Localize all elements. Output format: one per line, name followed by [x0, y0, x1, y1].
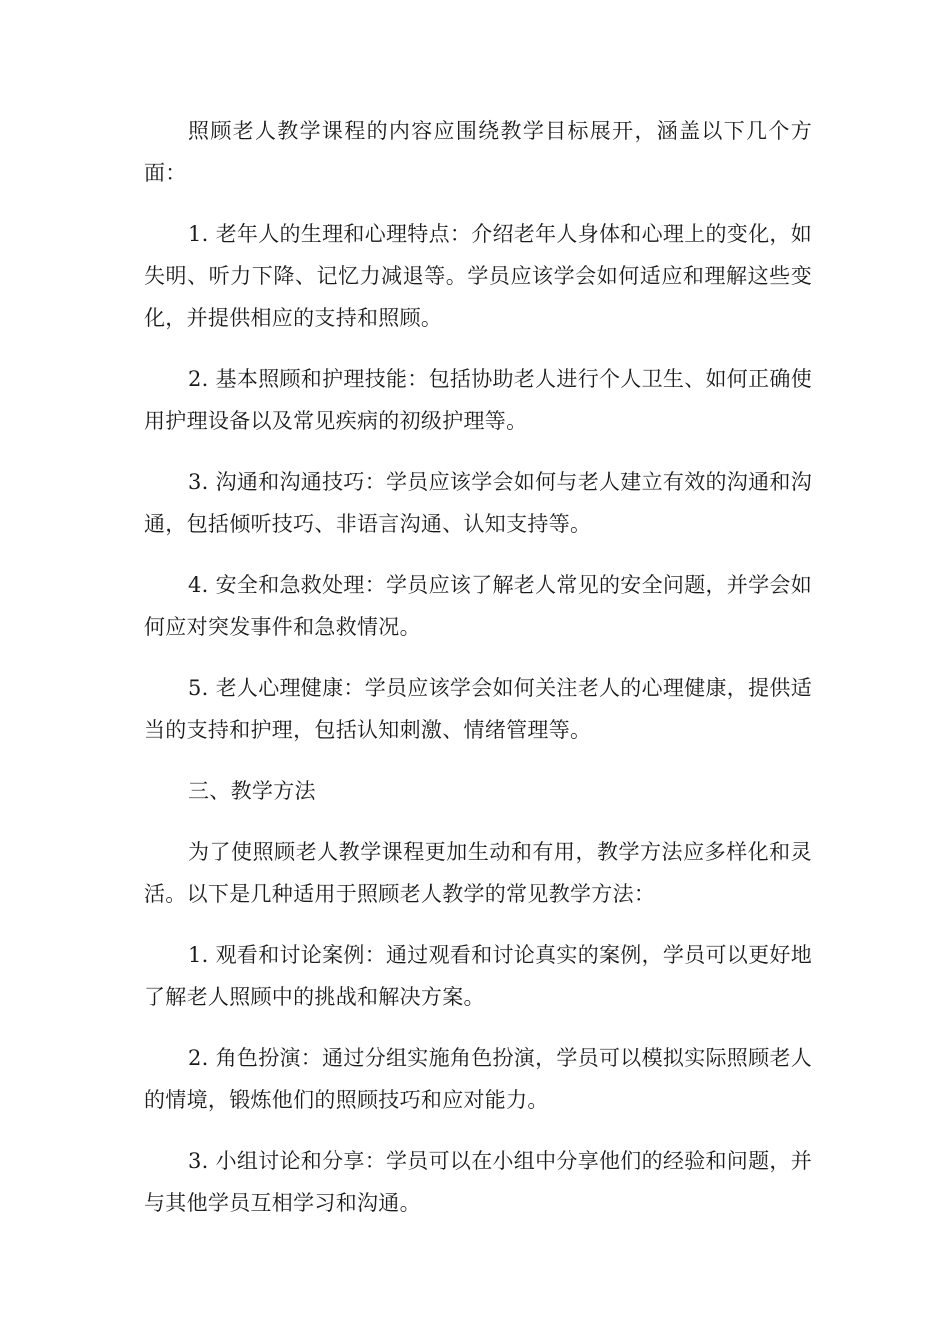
- section-heading-teaching-methods: 三、教学方法: [188, 779, 316, 803]
- method-item-role-play: 2. 角色扮演：通过分组实施角色扮演，学员可以模拟实际照顾老人的情境，锻炼他们的照顾技巧和应对能力。: [144, 1046, 813, 1112]
- list-item-care-skills: 2. 基本照顾和护理技能：包括协助老人进行个人卫生、如何正确使用护理设备以及常见疾病的初级护理等。: [144, 367, 813, 433]
- list-item-mental-health: 5. 老人心理健康：学员应该学会如何关注老人的心理健康，提供适当的支持和护理，包括认知刺激、情绪管理等。: [144, 676, 813, 742]
- list-item-physiology: 1. 老年人的生理和心理特点：介绍老年人身体和心理上的变化，如失明、听力下降、记忆力减退等。学员应该学会如何适应和理解这些变化，并提供相应的支持和照顾。: [144, 222, 813, 330]
- list-item-safety: 4. 安全和急救处理：学员应该了解老人常见的安全问题，并学会如何应对突发事件和急救情况。: [144, 573, 813, 639]
- method-item-case-study: 1. 观看和讨论案例：通过观看和讨论真实的案例，学员可以更好地了解老人照顾中的挑战和解决方案。: [144, 943, 813, 1009]
- intro-paragraph: 照顾老人教学课程的内容应围绕教学目标展开，涵盖以下几个方面：: [144, 119, 812, 185]
- document-body: [144, 110, 812, 1243]
- list-item-communication: 3. 沟通和沟通技巧：学员应该学会如何与老人建立有效的沟通和沟通，包括倾听技巧、非语言沟通、认知支持等。: [144, 470, 813, 536]
- methods-intro-paragraph: 为了使照顾老人教学课程更加生动和有用，教学方法应多样化和灵活。以下是几种适用于照顾老人教学的常见教学方法：: [144, 840, 812, 906]
- method-item-group-discussion: 3. 小组讨论和分享：学员可以在小组中分享他们的经验和问题，并与其他学员互相学习和沟通。: [144, 1149, 813, 1215]
